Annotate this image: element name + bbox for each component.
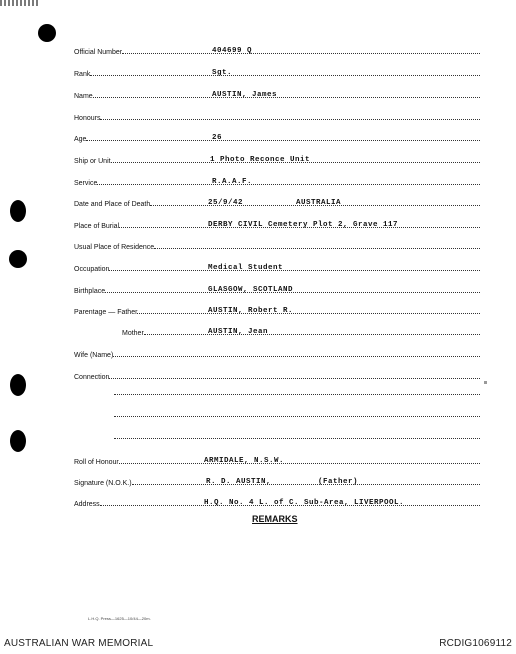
field-value: AUSTIN, Robert R. (208, 307, 294, 315)
field-label: Address (74, 501, 100, 508)
field-ship-or-unit (74, 151, 480, 165)
field-label: Birthplace (74, 288, 106, 295)
field-usual-residence (74, 237, 480, 251)
remarks-heading: REMARKS (252, 514, 298, 524)
field-official-number (74, 42, 480, 56)
scan-mark (484, 381, 487, 384)
binder-hole (9, 250, 27, 268)
field-value: GLASGOW, SCOTLAND (208, 286, 294, 294)
field-label: Rank (74, 71, 91, 78)
binder-hole (38, 24, 56, 42)
field-value: 25/9/42 (208, 199, 244, 207)
field-roll-of-honour (74, 452, 480, 466)
field-value: Sgt. (212, 69, 233, 77)
connection-line (114, 438, 480, 439)
field-place-of-burial (74, 216, 480, 230)
binder-hole (10, 374, 26, 396)
field-label: Parentage — Father (74, 309, 138, 316)
field-date-place-of-death (74, 194, 480, 208)
field-label: Roll of Honour (74, 459, 119, 466)
field-label: Mother (122, 330, 144, 337)
field-value: R. D. AUSTIN, (206, 478, 272, 486)
field-value: DERBY CIVIL Cemetery Plot 2, Grave 117 (208, 221, 399, 229)
field-value: H.Q. No. 4 L. of C. Sub-Area, LIVERPOOL. (204, 499, 405, 507)
field-label: Ship or Unit (74, 158, 111, 165)
field-name (74, 86, 480, 100)
field-parentage-mother (122, 323, 480, 337)
field-value-secondary: (Father) (318, 478, 359, 486)
field-label: Wife (Name) (74, 352, 114, 359)
field-label: Occupation (74, 266, 110, 273)
printer-note: L.H.Q. Press—1625—10/44—20m. (88, 616, 151, 621)
field-label: Honours (74, 115, 101, 122)
field-label: Age (74, 136, 87, 143)
field-value-secondary: AUSTRALIA (296, 199, 342, 207)
field-value: 26 (212, 134, 223, 142)
footer-source: AUSTRALIAN WAR MEMORIAL (4, 638, 154, 649)
connection-line (114, 416, 480, 417)
field-service (74, 173, 480, 187)
field-signature-nok (74, 473, 480, 487)
field-label: Usual Place of Residence (74, 244, 155, 251)
binder-hole (10, 200, 26, 222)
field-value: R.A.A.F. (212, 178, 253, 186)
field-label: Official Number (74, 49, 123, 56)
field-connection (74, 367, 480, 381)
field-value: Medical Student (208, 264, 284, 272)
field-value: 404699 Q (212, 47, 253, 55)
connection-line (114, 394, 480, 395)
field-value: 1 Photo Reconce Unit (210, 156, 311, 164)
field-wife-name (74, 345, 480, 359)
field-value: AUSTIN, Jean (208, 328, 269, 336)
field-label: Service (74, 180, 98, 187)
field-occupation (74, 259, 480, 273)
field-label: Connection (74, 374, 110, 381)
field-birthplace (74, 281, 480, 295)
field-label: Signature (N.O.K.) (74, 480, 132, 487)
footer-record-id: RCDIG1069112 (439, 638, 512, 649)
field-parentage-father (74, 302, 480, 316)
field-address (74, 494, 480, 508)
binder-hole (10, 430, 26, 452)
field-value: AUSTIN, James (212, 91, 278, 99)
field-label: Name (74, 93, 93, 100)
scan-speck (0, 0, 40, 6)
field-age (74, 129, 480, 143)
field-label: Place of Burial (74, 223, 120, 230)
field-value: ARMIDALE, N.S.W. (204, 457, 285, 465)
field-label: Date and Place of Death (74, 201, 151, 208)
field-honours (74, 108, 480, 122)
field-rank (74, 64, 480, 78)
